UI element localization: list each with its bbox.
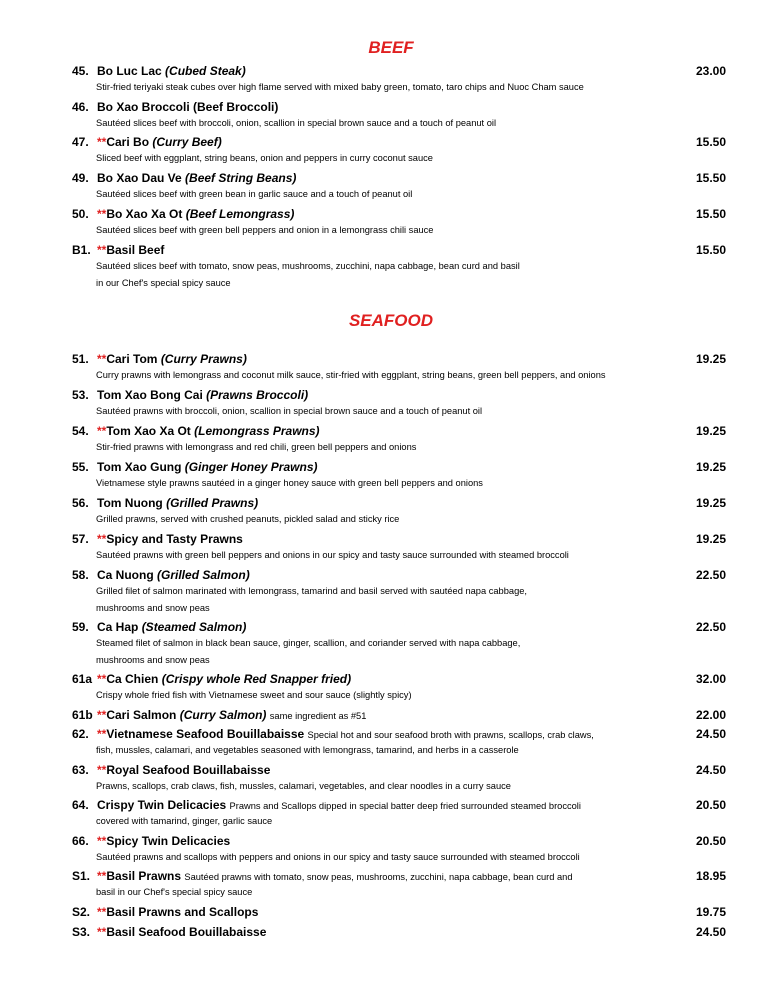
- item-price: 24.50: [695, 763, 726, 777]
- item-inline-description: Sautéed prawns with tomato, snow peas, mushrooms, zucchini, napa cabbage, bean curd and: [184, 872, 573, 882]
- item-number: 59.: [72, 620, 89, 634]
- item-translation: (Beef Lemongrass): [185, 207, 295, 221]
- item-description: Stir-fried teriyaki steak cubes over high flame served with mixed baby green, tomato, taro chips and Nuoc Cham sauce: [96, 82, 584, 92]
- item-price: 22.50: [695, 620, 726, 634]
- spicy-marker: **: [97, 869, 107, 883]
- menu-item: [72, 707, 726, 723]
- item-heading: [72, 423, 726, 439]
- item-heading: [72, 170, 726, 186]
- item-price: 19.25: [695, 532, 726, 546]
- item-number: 61b: [72, 708, 93, 722]
- menu-item: [72, 351, 726, 384]
- item-heading: [72, 495, 726, 511]
- item-heading: [72, 567, 726, 583]
- menu-item: [72, 170, 726, 203]
- item-heading: [72, 868, 726, 884]
- section-title: SEAFOOD: [348, 311, 434, 330]
- item-number: 64.: [72, 798, 89, 812]
- item-name: Spicy Twin Delicacies: [106, 834, 231, 848]
- item-translation: (Cubed Steak): [165, 64, 246, 78]
- item-price: 22.50: [695, 568, 726, 582]
- item-name: Tom Xao Xa Ot: [106, 424, 191, 438]
- spicy-marker: **: [97, 672, 107, 686]
- item-name: Vietnamese Seafood Bouillabaisse: [106, 727, 305, 741]
- menu-item: [72, 459, 726, 492]
- item-translation: (Ginger Honey Prawns): [184, 460, 318, 474]
- item-name: Basil Seafood Bouillabaisse: [106, 925, 267, 939]
- item-description: Sautéed slices beef with green bell peppers and onion in a lemongrass chili sauce: [96, 225, 434, 235]
- spicy-marker: **: [97, 905, 107, 919]
- item-price: 19.25: [695, 424, 726, 438]
- item-name: Tom Xao Gung: [97, 460, 182, 474]
- item-name: Tom Nuong: [97, 496, 163, 510]
- item-number: 46.: [72, 100, 89, 114]
- menu-item: [72, 531, 726, 564]
- item-heading: [72, 134, 726, 150]
- item-number: 57.: [72, 532, 89, 546]
- item-translation: (Crispy whole Red Snapper fried): [161, 672, 352, 686]
- menu-item: [72, 833, 726, 866]
- menu-item: [72, 671, 726, 704]
- menu-item: [72, 242, 726, 292]
- item-inline-description: same ingredient as #51: [269, 711, 367, 721]
- item-name: Cari Salmon: [106, 708, 177, 722]
- item-number: 51.: [72, 352, 89, 366]
- menu-item: [72, 924, 726, 940]
- spicy-marker: **: [97, 532, 107, 546]
- item-name: Bo Xao Xa Ot: [106, 207, 183, 221]
- item-number: 66.: [72, 834, 89, 848]
- menu-item: [72, 134, 726, 167]
- item-number: 54.: [72, 424, 89, 438]
- section-title: BEEF: [368, 38, 414, 57]
- item-price: 15.50: [695, 243, 726, 257]
- item-description: covered with tamarind, ginger, garlic sauce: [96, 816, 273, 826]
- item-number: 63.: [72, 763, 89, 777]
- menu-item: [72, 423, 726, 456]
- item-translation: (Curry Salmon): [179, 708, 267, 722]
- item-name: Crispy Twin Delicacies: [97, 798, 227, 812]
- item-number: B1.: [72, 243, 91, 257]
- item-translation: (Prawns Broccoli): [206, 388, 309, 402]
- menu-item: [72, 726, 726, 759]
- item-price: 19.25: [695, 352, 726, 366]
- menu-item: [72, 206, 726, 239]
- item-description: Prawns, scallops, crab claws, fish, mussles, calamari, vegetables, and clear noodles in a curry sauce: [96, 781, 511, 791]
- menu-item: [72, 495, 726, 528]
- item-translation: (Beef String Beans): [185, 171, 297, 185]
- item-price: 19.75: [695, 905, 726, 919]
- item-description: Grilled filet of salmon marinated with lemongrass, tamarind and basil served with sautéed napa cabbage, mushrooms and snow peas: [96, 586, 527, 613]
- item-price: 20.50: [695, 798, 726, 812]
- item-name: Ca Nuong: [97, 568, 154, 582]
- item-number: 58.: [72, 568, 89, 582]
- item-number: 56.: [72, 496, 89, 510]
- item-heading: [72, 726, 726, 742]
- item-inline-description: Prawns and Scallops dipped in special batter deep fried surrounded steamed broccoli: [229, 801, 581, 811]
- spicy-marker: **: [97, 727, 107, 741]
- item-description: Grilled prawns, served with crushed peanuts, pickled salad and sticky rice: [96, 514, 400, 524]
- item-translation: (Curry Prawns): [160, 352, 247, 366]
- item-price: 15.50: [695, 135, 726, 149]
- item-price: 20.50: [695, 834, 726, 848]
- item-price: 24.50: [695, 925, 726, 939]
- item-description: Crispy whole fried fish with Vietnamese sweet and sour sauce (slightly spicy): [96, 690, 412, 700]
- item-price: 22.00: [695, 708, 726, 722]
- item-number: 49.: [72, 171, 89, 185]
- item-number: S3.: [72, 925, 91, 939]
- item-description: fish, mussles, calamari, and vegetables seasoned with lemongrass, tamarind, and herbs in a casserole: [96, 745, 519, 755]
- item-heading: [72, 387, 726, 403]
- item-name: Basil Prawns: [106, 869, 182, 883]
- spicy-marker: **: [97, 207, 107, 221]
- item-translation: (Steamed Salmon): [141, 620, 247, 634]
- item-price: 23.00: [695, 64, 726, 78]
- item-name: Ca Hap: [97, 620, 139, 634]
- item-description: Sautéed slices beef with broccoli, onion, scallion in special brown sauce and a touch of peanut oil: [96, 118, 497, 128]
- item-price: 19.25: [695, 460, 726, 474]
- item-heading: [72, 531, 726, 547]
- item-heading: [72, 797, 726, 813]
- item-price: 15.50: [695, 171, 726, 185]
- item-name: Bo Xao Broccoli (Beef Broccoli): [97, 100, 279, 114]
- item-name: Basil Prawns and Scallops: [106, 905, 259, 919]
- item-description: Vietnamese style prawns sautéed in a ginger honey sauce with green bell peppers and onions: [96, 478, 483, 488]
- item-number: 53.: [72, 388, 89, 402]
- menu-item: [72, 797, 726, 830]
- item-price: 24.50: [695, 727, 726, 741]
- item-heading: [72, 904, 726, 920]
- item-description: Sautéed slices beef with tomato, snow peas, mushrooms, zucchini, napa cabbage, bean curd and basil in our Chef's special spicy sauce: [96, 261, 520, 288]
- item-number: 50.: [72, 207, 89, 221]
- item-price: 19.25: [695, 496, 726, 510]
- item-heading: [72, 63, 726, 79]
- menu-item: [72, 99, 726, 132]
- item-description: Stir-fried prawns with lemongrass and red chili, green bell peppers and onions: [96, 442, 417, 452]
- item-description: basil in our Chef's special spicy sauce: [96, 887, 253, 897]
- item-name: Cari Tom: [106, 352, 158, 366]
- item-translation: (Grilled Prawns): [166, 496, 259, 510]
- menu-item: [72, 868, 726, 901]
- item-heading: [72, 242, 726, 258]
- item-inline-description: Special hot and sour seafood broth with prawns, scallops, crab claws,: [307, 730, 594, 740]
- item-heading: [72, 459, 726, 475]
- spicy-marker: **: [97, 352, 107, 366]
- menu-item: [72, 567, 726, 617]
- item-heading: [72, 99, 726, 115]
- item-name: Spicy and Tasty Prawns: [106, 532, 243, 546]
- item-price: 18.95: [695, 869, 726, 883]
- menu-item: [72, 387, 726, 420]
- item-heading: [72, 762, 726, 778]
- item-description: Sautéed prawns and scallops with peppers and onions in our spicy and tasty sauce surrounded with steamed broccoli: [96, 852, 580, 862]
- item-name: Tom Xao Bong Cai: [97, 388, 203, 402]
- spicy-marker: **: [97, 763, 107, 777]
- item-number: 45.: [72, 64, 89, 78]
- spicy-marker: **: [97, 925, 107, 939]
- item-name: Bo Luc Lac: [97, 64, 162, 78]
- item-name: Ca Chien: [106, 672, 159, 686]
- item-price: 15.50: [695, 207, 726, 221]
- menu-item: [72, 619, 726, 669]
- item-name: Cari Bo: [106, 135, 150, 149]
- item-heading: [72, 833, 726, 849]
- item-number: S2.: [72, 905, 91, 919]
- item-description: Curry prawns with lemongrass and coconut milk sauce, stir-fried with eggplant, string beans, green bell peppers, and onions: [96, 370, 606, 380]
- item-number: 61a: [72, 672, 93, 686]
- item-heading: [72, 671, 726, 687]
- item-description: Sautéed prawns with green bell peppers and onions in our spicy and tasty sauce surrounded with steamed broccoli: [96, 550, 569, 560]
- spicy-marker: **: [97, 424, 107, 438]
- spicy-marker: **: [97, 708, 107, 722]
- item-number: 62.: [72, 727, 89, 741]
- item-description: Steamed filet of salmon in black bean sauce, ginger, scallion, and coriander served with napa cabbage, mushrooms and snow peas: [96, 638, 521, 665]
- item-translation: (Lemongrass Prawns): [194, 424, 320, 438]
- menu-item: [72, 63, 726, 96]
- item-price: 32.00: [695, 672, 726, 686]
- item-name: Bo Xao Dau Ve: [97, 171, 182, 185]
- item-description: Sautéed slices beef with green bean in garlic sauce and a touch of peanut oil: [96, 189, 413, 199]
- item-heading: [72, 707, 726, 723]
- item-heading: [72, 924, 726, 940]
- item-description: Sliced beef with eggplant, string beans, onion and peppers in curry coconut sauce: [96, 153, 433, 163]
- item-name: Basil Beef: [106, 243, 165, 257]
- menu-item: [72, 762, 726, 795]
- item-number: S1.: [72, 869, 91, 883]
- item-name: Royal Seafood Bouillabaisse: [106, 763, 271, 777]
- item-heading: [72, 351, 726, 367]
- item-translation: (Grilled Salmon): [157, 568, 250, 582]
- item-number: 47.: [72, 135, 89, 149]
- spicy-marker: **: [97, 834, 107, 848]
- item-translation: (Curry Beef): [152, 135, 222, 149]
- spicy-marker: **: [97, 135, 107, 149]
- item-heading: [72, 619, 726, 635]
- item-description: Sautéed prawns with broccoli, onion, scallion in special brown sauce and a touch of peanut oil: [96, 406, 483, 416]
- menu-item: [72, 904, 726, 920]
- item-number: 55.: [72, 460, 89, 474]
- item-heading: [72, 206, 726, 222]
- spicy-marker: **: [97, 243, 107, 257]
